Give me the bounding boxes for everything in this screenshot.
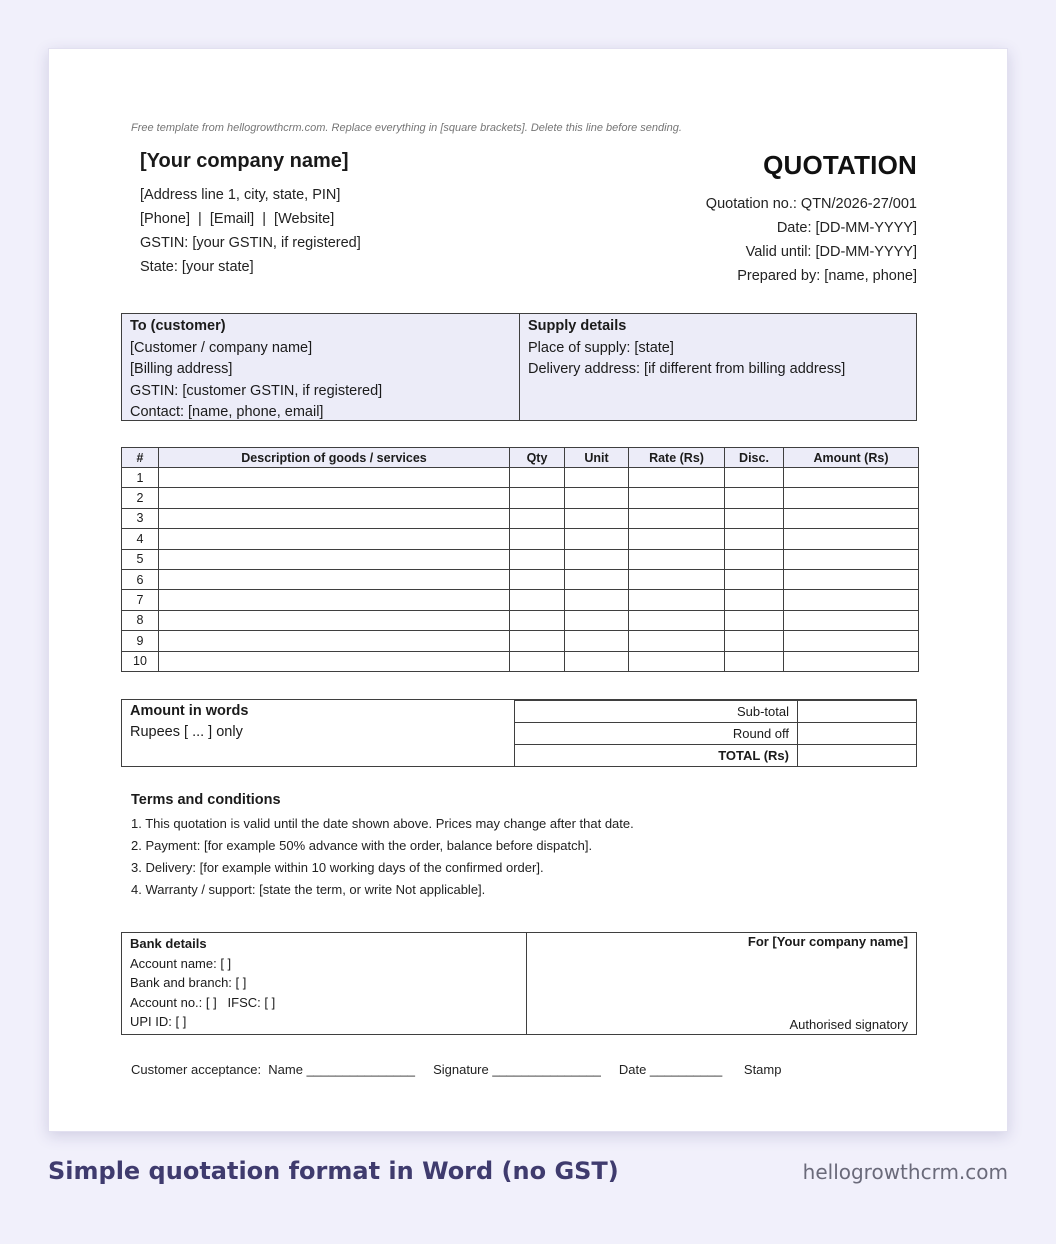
table-row <box>122 631 919 651</box>
subtotal-value <box>798 701 917 723</box>
table-cell <box>159 569 510 589</box>
table-cell <box>159 508 510 528</box>
table-cell <box>510 610 565 630</box>
amount-words-heading: Amount in words <box>130 703 249 719</box>
table-cell <box>510 651 565 671</box>
customer-gstin: GSTIN: [customer GSTIN, if registered] <box>130 382 383 399</box>
term-item: 4. Warranty / support: [state the term, or write Not applicable]. <box>131 882 486 897</box>
row-number: 4 <box>122 529 159 549</box>
for-company: For [Your company name] <box>747 934 908 949</box>
table-cell <box>159 610 510 630</box>
company-details <box>140 183 361 279</box>
supply-delivery: Delivery address: [if different from billing address] <box>528 361 846 377</box>
company-name: [Your company name] <box>140 150 349 172</box>
quotation-date: Date: [DD-MM-YYYY] <box>776 220 917 236</box>
total-row <box>515 745 916 767</box>
table-cell <box>725 488 784 508</box>
round-off-value <box>798 723 917 745</box>
table-cell <box>565 610 629 630</box>
table-cell <box>159 651 510 671</box>
supply-section <box>520 314 916 420</box>
company-gstin: GSTIN: [your GSTIN, if registered] <box>140 235 361 251</box>
table-row <box>122 529 919 549</box>
table-cell <box>159 549 510 569</box>
table-row <box>122 651 919 671</box>
table-cell <box>784 651 919 671</box>
table-cell <box>784 508 919 528</box>
company-state: State: [your state] <box>140 259 254 275</box>
customer-heading: To (customer) <box>130 318 226 334</box>
row-number: 2 <box>122 488 159 508</box>
table-cell <box>510 549 565 569</box>
customer-billing: [Billing address] <box>130 361 233 377</box>
table-cell <box>159 590 510 610</box>
table-cell <box>565 488 629 508</box>
table-cell <box>784 631 919 651</box>
table-cell <box>725 529 784 549</box>
table-cell <box>784 468 919 488</box>
table-cell <box>725 610 784 630</box>
terms-section <box>131 792 634 901</box>
table-cell <box>629 631 725 651</box>
footer-title: Simple quotation format in Word (no GST) <box>48 1157 619 1185</box>
valid-until: Valid until: [DD-MM-YYYY] <box>745 244 917 260</box>
table-row <box>122 549 919 569</box>
bank-branch: Bank and branch: [ ] <box>130 975 247 990</box>
table-cell <box>784 549 919 569</box>
table-cell <box>510 569 565 589</box>
supply-place: Place of supply: [state] <box>528 339 674 356</box>
term-item: 2. Payment: [for example 50% advance with the order, balance before dispatch]. <box>131 838 593 853</box>
table-cell <box>784 590 919 610</box>
amount-words-value: Rupees [ ... ] only <box>130 724 243 740</box>
col-header-unit: Unit <box>565 448 629 468</box>
terms-heading: Terms and conditions <box>131 792 281 808</box>
round-off-label: Round off <box>515 723 798 745</box>
row-number: 7 <box>122 590 159 610</box>
table-cell <box>725 590 784 610</box>
table-cell <box>725 549 784 569</box>
total-value <box>798 745 917 767</box>
table-cell <box>725 651 784 671</box>
term-item: 3. Delivery: [for example within 10 working days of the confirmed order]. <box>131 860 544 875</box>
table-cell <box>629 468 725 488</box>
bank-account-name: Account name: [ ] <box>130 955 232 971</box>
row-number: 6 <box>122 569 159 589</box>
authorised-signatory: Authorised signatory <box>789 1017 908 1032</box>
quotation-meta <box>706 192 917 288</box>
table-cell <box>565 529 629 549</box>
document-page <box>48 48 1008 1132</box>
table-cell <box>784 529 919 549</box>
row-number: 1 <box>122 468 159 488</box>
company-contact: [Phone] | [Email] | [Website] <box>140 211 335 227</box>
prepared-by: Prepared by: [name, phone] <box>737 268 917 284</box>
document-title: QUOTATION <box>763 150 917 180</box>
table-cell <box>510 468 565 488</box>
party-details-box <box>121 313 917 421</box>
table-cell <box>565 631 629 651</box>
quotation-number: Quotation no.: QTN/2026-27/001 <box>705 196 917 212</box>
bank-heading: Bank details <box>130 936 207 951</box>
bank-details <box>122 933 527 1034</box>
table-cell <box>784 488 919 508</box>
company-address: [Address line 1, city, state, PIN] <box>140 187 341 203</box>
table-cell <box>629 488 725 508</box>
col-header-qty: Qty <box>510 448 565 468</box>
template-note: Free template from hellogrowthcrm.com. Replace everything in [square brackets]. Delete this line before sending. <box>131 122 682 134</box>
customer-section <box>122 314 520 420</box>
table-cell <box>784 569 919 589</box>
table-cell <box>565 549 629 569</box>
col-header-description: Description of goods / services <box>159 448 510 468</box>
round-off-row <box>515 723 916 745</box>
table-cell <box>510 529 565 549</box>
table-cell <box>510 590 565 610</box>
col-header-number: # <box>122 448 159 468</box>
bank-account-ifsc: Account no.: [ ] IFSC: [ ] <box>130 994 276 1010</box>
customer-name: [Customer / company name] <box>130 339 313 356</box>
table-row <box>122 610 919 630</box>
table-cell <box>159 631 510 651</box>
table-row <box>122 468 919 488</box>
row-number: 3 <box>122 508 159 528</box>
table-cell <box>629 549 725 569</box>
bank-upi: UPI ID: [ ] <box>130 1014 187 1029</box>
amount-in-words <box>122 700 515 766</box>
table-cell <box>159 529 510 549</box>
table-cell <box>629 610 725 630</box>
table-cell <box>725 569 784 589</box>
totals-table <box>515 700 916 766</box>
footer-site: hellogrowthcrm.com <box>802 1160 1008 1184</box>
amount-summary-box <box>121 699 917 767</box>
table-cell <box>159 468 510 488</box>
customer-contact: Contact: [name, phone, email] <box>130 404 324 420</box>
table-cell <box>629 508 725 528</box>
items-header-row <box>122 448 919 468</box>
bank-signatory-box <box>121 932 917 1035</box>
customer-acceptance: Customer acceptance: Name _______________ Signature _______________ Date __________ Stamp <box>131 1062 782 1077</box>
row-number: 5 <box>122 549 159 569</box>
table-cell <box>159 488 510 508</box>
table-cell <box>725 468 784 488</box>
table-cell <box>510 631 565 651</box>
col-header-amount: Amount (Rs) <box>784 448 919 468</box>
signatory-section <box>527 933 916 1034</box>
table-row <box>122 569 919 589</box>
table-cell <box>629 569 725 589</box>
col-header-discount: Disc. <box>725 448 784 468</box>
table-cell <box>510 488 565 508</box>
items-table <box>121 447 919 672</box>
row-number: 9 <box>122 631 159 651</box>
col-header-rate: Rate (Rs) <box>629 448 725 468</box>
table-cell <box>565 651 629 671</box>
table-row <box>122 488 919 508</box>
table-cell <box>725 508 784 528</box>
table-cell <box>629 529 725 549</box>
table-row <box>122 590 919 610</box>
table-row <box>122 508 919 528</box>
supply-heading: Supply details <box>528 318 627 334</box>
total-label: TOTAL (Rs) <box>515 745 798 767</box>
table-cell <box>565 590 629 610</box>
subtotal-row <box>515 701 916 723</box>
table-cell <box>629 651 725 671</box>
subtotal-label: Sub-total <box>515 701 798 723</box>
table-cell <box>565 508 629 528</box>
table-cell <box>565 468 629 488</box>
row-number: 10 <box>122 651 159 671</box>
row-number: 8 <box>122 610 159 630</box>
table-cell <box>565 569 629 589</box>
table-cell <box>784 610 919 630</box>
table-cell <box>725 631 784 651</box>
table-cell <box>629 590 725 610</box>
table-cell <box>510 508 565 528</box>
term-item: 1. This quotation is valid until the date shown above. Prices may change after that date. <box>131 816 634 831</box>
